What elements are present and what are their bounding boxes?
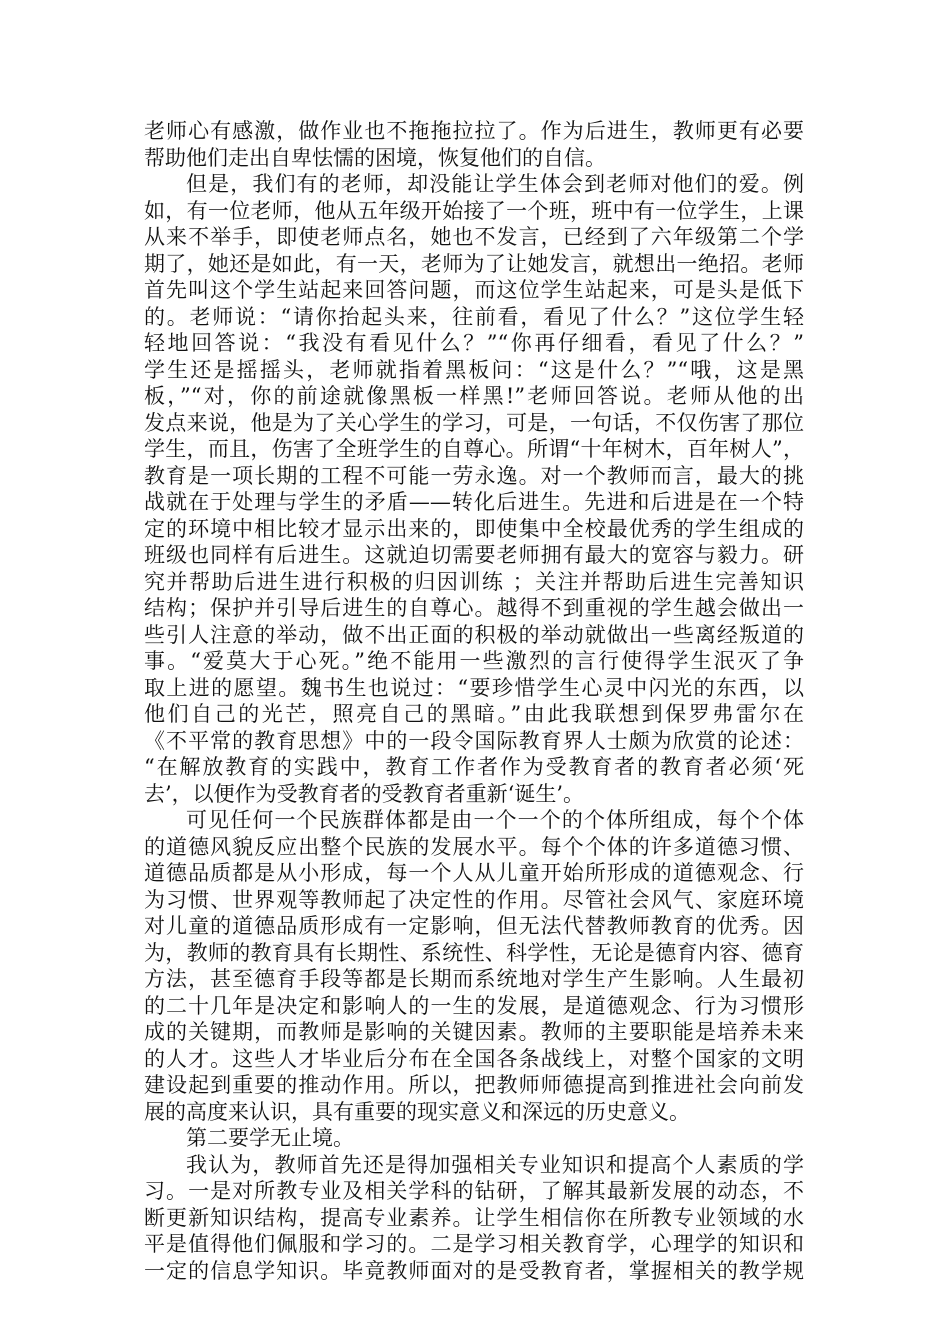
text-line: 如，有一位老师，他从五年级开始接了一个班，班中有一位学生，上课 — [144, 198, 804, 223]
text-line: 的。老师说：“请你抬起头来，往前看，看见了什么？”这位学生轻 — [144, 304, 804, 329]
text-line: 首先叫这个学生站起来回答问题，而这位学生站起来，可是头是低下 — [144, 278, 804, 302]
text-line: 班级也同样有后进生。这就迫切需要老师拥有最大的宽容与毅力。研 — [144, 543, 804, 567]
text-line: 去’，以便作为受教育者的受教育者重新‘诞生’。 — [144, 781, 585, 806]
text-line: “在解放教育的实践中，教育工作者作为受教育者的教育者必须‘死 — [144, 755, 804, 779]
text-line: 期了，她还是如此，有一天，老师为了让她发言，就想出一绝招。老师 — [144, 251, 804, 276]
text-line: 战就在于处理与学生的矛盾——转化后进生。先进和后进是在一个特 — [144, 490, 804, 514]
text-line: 但是，我们有的老师，却没能让学生体会到老师对他们的爱。例 — [186, 172, 804, 196]
section-heading: 第二要学无止境。 — [186, 1126, 354, 1150]
text-line: 轻地回答说：“我没有看见什么？”“你再仔细看，看见了什么？” — [144, 331, 804, 355]
text-line: 我认为，教师首先还是得加强相关专业知识和提高个人素质的学 — [186, 1152, 804, 1177]
text-line: 道德品质都是从小形成，每一个人从儿童开始所形成的道德观念、行 — [144, 861, 804, 885]
text-line: 为，教师的教育具有长期性、系统性、科学性，无论是德育内容、德育 — [144, 940, 804, 965]
text-line: 平是值得他们佩服和学习的。二是学习相关教育学，心理学的知识和 — [144, 1232, 804, 1256]
text-line: 学生，而且，伤害了全班学生的自尊心。所谓“十年树木，百年树人”， — [144, 437, 804, 461]
text-line: 习。一是对所教专业及相关学科的钻研，了解其最新发展的动态，不 — [144, 1179, 804, 1203]
text-line: 一定的信息学知识。毕竟教师面对的是受教育者，掌握相关的教学规 — [144, 1258, 804, 1283]
document-page — [144, 118, 804, 1284]
text-line: 事。“爱莫大于心死。”绝不能用一些激烈的言行使得学生泯灭了争 — [144, 649, 804, 673]
text-line: 可见任何一个民族群体都是由一个一个的个体所组成，每个个体 — [186, 808, 804, 832]
text-line: 方法，甚至德育手段等都是长期而系统地对学生产生影响。人生最初 — [144, 967, 804, 991]
text-line: 的二十几年是决定和影响人的一生的发展，是道德观念、行为习惯形 — [144, 993, 804, 1018]
text-line: 发点来说，他是为了关心学生的学习，可是，一句话，不仅伤害了那位 — [144, 410, 804, 435]
text-line: 他们自己的光芒，照亮自己的黑暗。”由此我联想到保罗弗雷尔在 — [144, 702, 804, 726]
text-line: 帮助他们走出自卑怯懦的困境，恢复他们的自信。 — [144, 145, 606, 170]
text-line: 对儿童的道德品质形成有一定影响，但无法代替教师教育的优秀。因 — [144, 914, 804, 938]
text-line: 些引人注意的举动，做不出正面的积极的举动就做出一些离经叛道的 — [144, 622, 804, 647]
text-line: 从来不举手，即使老师点名，她也不发言，已经到了六年级第二个学 — [144, 225, 804, 249]
text-line: 断更新知识结构，提高专业素养。让学生相信你在所教专业领域的水 — [144, 1205, 804, 1230]
text-line: 建设起到重要的推动作用。所以，把教师师德提高到推进社会向前发 — [144, 1073, 804, 1097]
text-line: 学生还是摇摇头，老师就指着黑板问：“这是什么？”“哦，这是黑 — [144, 357, 804, 382]
text-line: 的道德风貌反应出整个民族的发展水平。每个个体的许多道德习惯、 — [144, 834, 804, 859]
text-line: 为习惯、世界观等教师起了决定性的作用。尽管社会风气、家庭环境 — [144, 887, 804, 912]
text-line: 《不平常的教育思想》中的一段令国际教育界人士颇为欣赏的论述： — [144, 728, 804, 753]
text-line: 老师心有感激，做作业也不拖拖拉拉了。作为后进生，教师更有必要 — [144, 119, 804, 143]
text-line: 究并帮助后进生进行积极的归因训练 ；关注并帮助后进生完善知识 — [144, 569, 804, 594]
text-line: 教育是一项长期的工程不可能一劳永逸。对一个教师而言，最大的挑 — [144, 463, 804, 488]
text-line: 取上进的愿望。魏书生也说过：“要珍惜学生心灵中闪光的东西，以 — [144, 675, 804, 700]
text-line: 板，”“对，你的前途就像黑板一样黑!”老师回答说。老师从他的出 — [144, 384, 804, 408]
text-line: 的人才。这些人才毕业后分布在全国各条战线上，对整个国家的文明 — [144, 1046, 804, 1071]
text-line: 成的关键期，而教师是影响的关键因素。教师的主要职能是培养未来 — [144, 1020, 804, 1044]
text-line: 定的环境中相比较才显示出来的，即使集中全校最优秀的学生组成的 — [144, 516, 804, 541]
text-line: 结构；保护并引导后进生的自尊心。越得不到重视的学生越会做出一 — [144, 596, 804, 620]
text-line: 展的高度来认识，具有重要的现实意义和深远的历史意义。 — [144, 1099, 690, 1124]
